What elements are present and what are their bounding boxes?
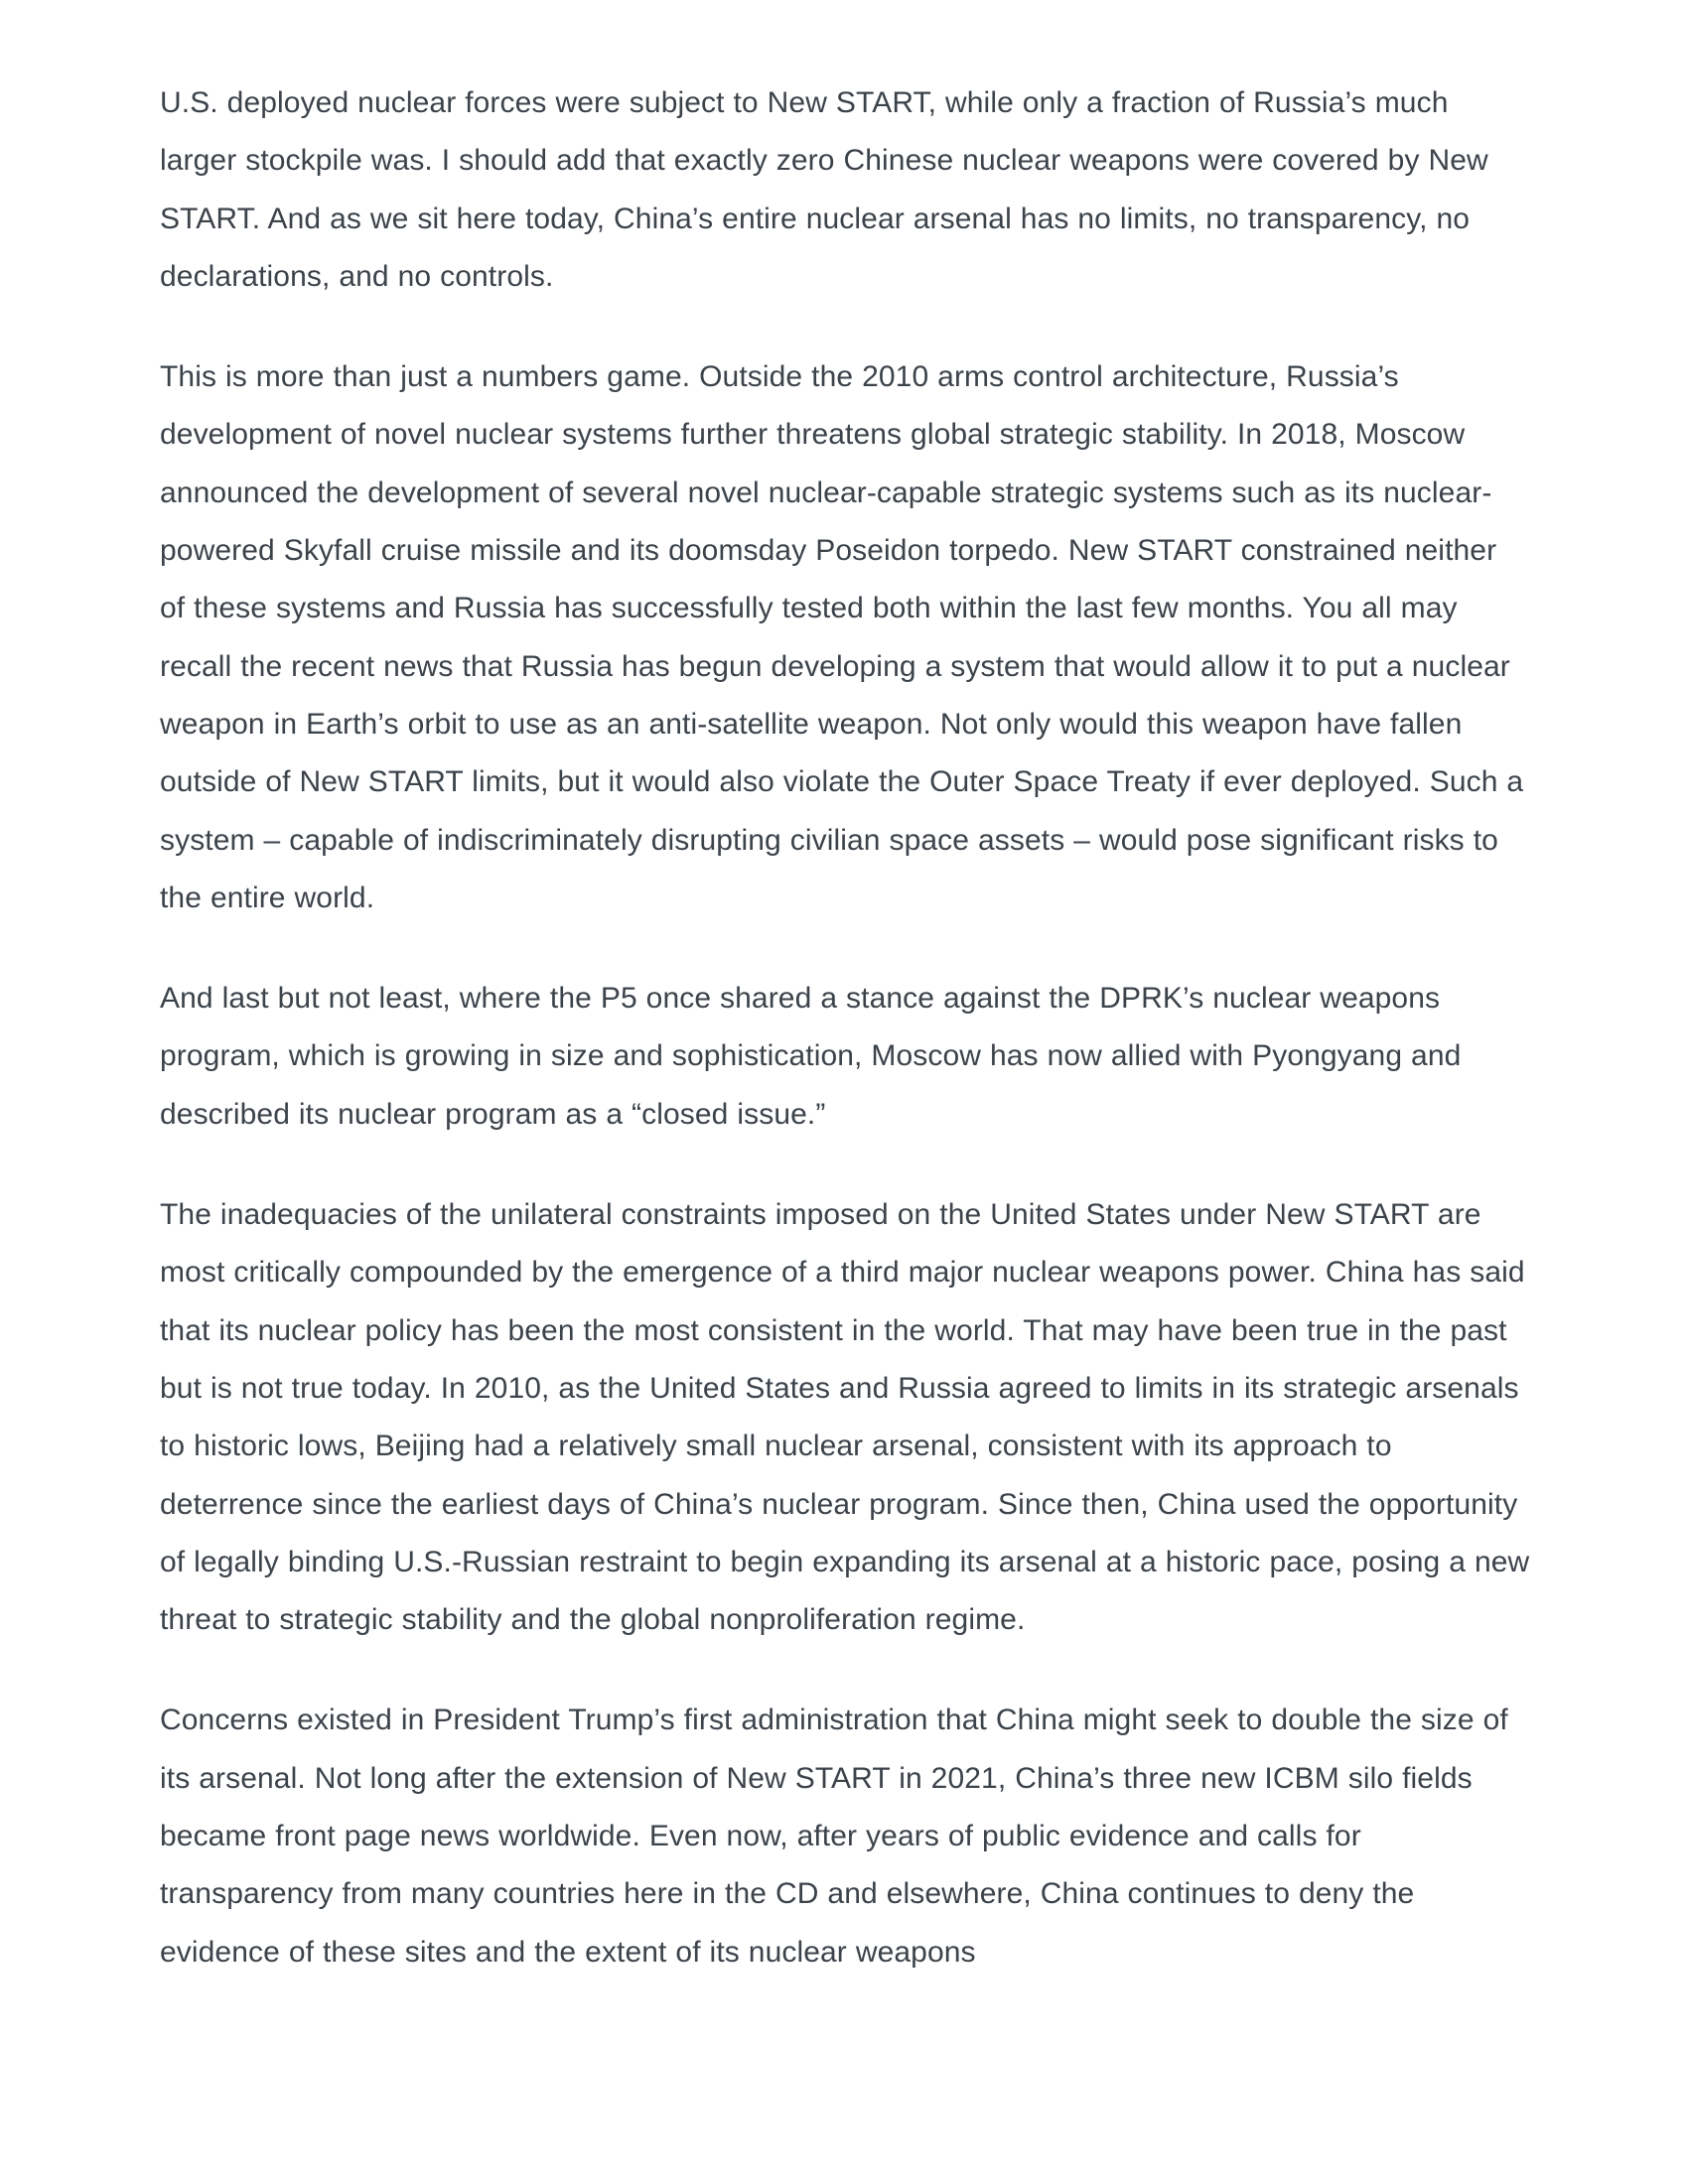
paragraph-2: This is more than just a numbers game. Outside the 2010 arms control architecture, Russia’s development of novel nuclear systems further threatens global strategic stability. In 2018, Moscow announced the development of several novel nuclear-capable strategic systems such as its nuclear-powered Skyfall cruise missile and its doomsday Poseidon torpedo. New START constrained neither of these systems and Russia has successfully tested both within the last few months. You all may recall the recent news that Russia has begun developing a system that would allow it to put a nuclear weapon in Earth’s orbit to use as an anti-satellite weapon. Not only would this weapon have fallen outside of New START limits, but it would also violate the Outer Space Treaty if ever deployed. Such a system – capable of indiscriminately disrupting civilian space assets – would pose significant risks to the entire world.	[160, 360, 1524, 914]
paragraph-4: The inadequacies of the unilateral constraints imposed on the United States under New START are most critically compounded by the emergence of a third major nuclear weapons power. China has said that its nuclear policy has been the most consistent in the world. That may have been true in the past but is not true today. In 2010, as the United States and Russia agreed to limits in its strategic arsenals to historic lows, Beijing had a relatively small nuclear arsenal, consistent with its approach to deterrence since the earliest days of China’s nuclear program. Since then, China used the opportunity of legally binding U.S.-Russian restraint to begin expanding its arsenal at a historic pace, posing a new threat to strategic stability and the global nonproliferation regime.	[160, 1198, 1530, 1637]
paragraph-5: Concerns existed in President Trump’s first administration that China might seek to double the size of its arsenal. Not long after the extension of New START in 2021, China’s three new ICBM silo fields became front page news worldwide. Even now, after years of public evidence and calls for transparency from many countries here in the CD and elsewhere, China continues to deny the evidence of these sites and the extent of its nuclear weapons	[160, 1704, 1508, 1969]
paragraph-3: And last but not least, where the P5 once shared a stance against the DPRK’s nuclear weapons program, which is growing in size and sophistication, Moscow has now allied with Pyongyang and described its nuclear program as a “closed issue.”	[160, 982, 1462, 1131]
article-body	[160, 74, 1530, 1981]
paragraph-1: U.S. deployed nuclear forces were subject to New START, while only a fraction of Russia’s much larger stockpile was. I should add that exactly zero Chinese nuclear weapons were covered by New START. And as we sit here today, China’s entire nuclear arsenal has no limits, no transparency, no declarations, and no controls.	[160, 86, 1488, 293]
